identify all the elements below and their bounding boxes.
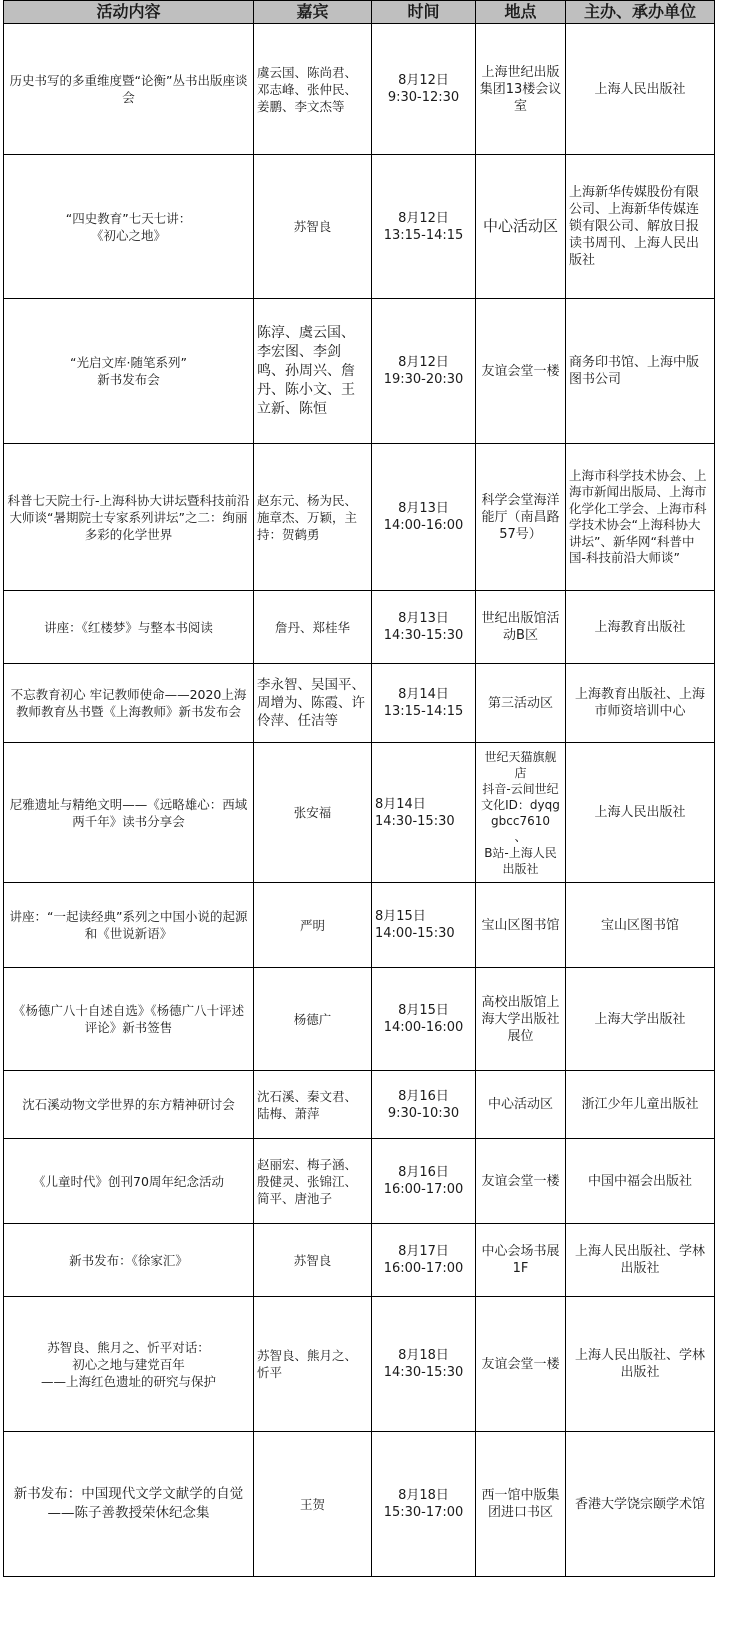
cell-organizer: 中国中福会出版社 (566, 1139, 715, 1224)
cell-guests: 赵丽宏、梅子涵、殷健灵、张锦江、简平、唐池子 (254, 1139, 372, 1224)
cell-guests: 李永智、吴国平、周增为、陈霞、许伶萍、任洁等 (254, 664, 372, 743)
cell-venue: 科学会堂海洋能厅（南昌路57号） (476, 444, 566, 591)
cell-activity: 尼雅遗址与精绝文明——《远略雄心：西域两千年》读书分享会 (4, 743, 254, 883)
table-row (4, 444, 715, 591)
table-row (4, 1432, 715, 1577)
cell-time: 8月13日 14:30-15:30 (372, 591, 476, 664)
event-schedule-table (3, 0, 715, 1577)
cell-activity: 苏智良、熊月之、忻平对话： 初心之地与建党百年 ——上海红色遗址的研究与保护 (4, 1297, 254, 1432)
cell-venue: 中心活动区 (476, 1071, 566, 1139)
cell-activity: 讲座：《红楼梦》与整本书阅读 (4, 591, 254, 664)
cell-time: 8月15日 14:00-15:30 (372, 883, 476, 968)
cell-time: 8月17日 16:00-17:00 (372, 1224, 476, 1297)
table-row (4, 883, 715, 968)
cell-time: 8月18日 14:30-15:30 (372, 1297, 476, 1432)
header-organizer: 主办、承办单位 (566, 1, 715, 24)
cell-activity: 新书发布：《徐家汇》 (4, 1224, 254, 1297)
cell-organizer: 商务印书馆、上海中版图书公司 (566, 299, 715, 444)
header-time: 时间 (372, 1, 476, 24)
cell-activity: 不忘教育初心 牢记教师使命——2020上海教师教育丛书暨《上海教师》新书发布会 (4, 664, 254, 743)
cell-venue: 第三活动区 (476, 664, 566, 743)
cell-venue: 宝山区图书馆 (476, 883, 566, 968)
cell-organizer: 浙江少年儿童出版社 (566, 1071, 715, 1139)
header-activity: 活动内容 (4, 1, 254, 24)
table-row (4, 155, 715, 299)
table-row (4, 24, 715, 155)
cell-activity: 新书发布：中国现代文学文献学的自觉——陈子善教授荣休纪念集 (4, 1432, 254, 1577)
cell-organizer: 上海人民出版社、学林出版社 (566, 1224, 715, 1297)
cell-activity: 《杨德广八十自述自选》《杨德广八十评述评论》新书签售 (4, 968, 254, 1071)
cell-venue: 高校出版馆上海大学出版社展位 (476, 968, 566, 1071)
table-row (4, 299, 715, 444)
cell-time: 8月14日 14:30-15:30 (372, 743, 476, 883)
cell-venue: 中心活动区 (476, 155, 566, 299)
cell-venue: 世纪天猫旗舰店 抖音-云间世纪文化ID：dyqggbcc7610 、 B站-上海人民出版社 (476, 743, 566, 883)
cell-guests: 王贺 (254, 1432, 372, 1577)
table-row (4, 1297, 715, 1432)
table-row (4, 591, 715, 664)
table-row (4, 1071, 715, 1139)
cell-guests: 苏智良 (254, 1224, 372, 1297)
cell-venue: 世纪出版馆活动B区 (476, 591, 566, 664)
cell-activity: 历史书写的多重维度暨“论衡”丛书出版座谈会 (4, 24, 254, 155)
cell-time: 8月18日 15:30-17:00 (372, 1432, 476, 1577)
cell-venue: 友谊会堂一楼 (476, 299, 566, 444)
cell-activity: “四史教育”七天七讲： 《初心之地》 (4, 155, 254, 299)
table-row (4, 743, 715, 883)
cell-venue: 上海世纪出版集团13楼会议室 (476, 24, 566, 155)
cell-guests: 苏智良、熊月之、忻平 (254, 1297, 372, 1432)
cell-guests: 虞云国、陈尚君、邓志峰、张仲民、姜鹏、李文杰等 (254, 24, 372, 155)
cell-organizer: 上海人民出版社 (566, 24, 715, 155)
cell-guests: 张安福 (254, 743, 372, 883)
cell-activity: 沈石溪动物文学世界的东方精神研讨会 (4, 1071, 254, 1139)
table-row (4, 1224, 715, 1297)
cell-guests: 杨德广 (254, 968, 372, 1071)
cell-organizer: 上海人民出版社、学林出版社 (566, 1297, 715, 1432)
cell-organizer: 上海教育出版社 (566, 591, 715, 664)
cell-time: 8月16日 9:30-10:30 (372, 1071, 476, 1139)
cell-venue: 友谊会堂一楼 (476, 1139, 566, 1224)
cell-time: 8月12日 9:30-12:30 (372, 24, 476, 155)
table-row (4, 968, 715, 1071)
table-row (4, 1139, 715, 1224)
header-venue: 地点 (476, 1, 566, 24)
table-row (4, 664, 715, 743)
cell-time: 8月13日 14:00-16:00 (372, 444, 476, 591)
cell-activity: 科普七天院士行-上海科协大讲坛暨科技前沿大师谈“暑期院士专家系列讲坛”之二：绚丽多彩的化学世界 (4, 444, 254, 591)
cell-guests: 陈淳、虞云国、李宏图、李剑鸣、孙周兴、詹丹、陈小文、王立新、陈恒 (254, 299, 372, 444)
cell-guests: 严明 (254, 883, 372, 968)
header-guests: 嘉宾 (254, 1, 372, 24)
cell-venue: 中心会场书展1F (476, 1224, 566, 1297)
cell-activity: 讲座：“一起读经典”系列之中国小说的起源和《世说新语》 (4, 883, 254, 968)
cell-time: 8月15日 14:00-16:00 (372, 968, 476, 1071)
cell-organizer: 上海人民出版社 (566, 743, 715, 883)
cell-guests: 赵东元、杨为民、施章杰、万颖，主持：贺鹤勇 (254, 444, 372, 591)
cell-organizer: 上海大学出版社 (566, 968, 715, 1071)
cell-guests: 苏智良 (254, 155, 372, 299)
cell-time: 8月12日 19:30-20:30 (372, 299, 476, 444)
cell-organizer: 香港大学饶宗颐学术馆 (566, 1432, 715, 1577)
cell-organizer: 上海新华传媒股份有限公司、上海新华传媒连锁有限公司、解放日报读书周刊、上海人民出版社 (566, 155, 715, 299)
cell-venue: 西一馆中版集团进口书区 (476, 1432, 566, 1577)
table-header-row (4, 1, 715, 24)
cell-guests: 詹丹、郑桂华 (254, 591, 372, 664)
cell-activity: “光启文库·随笔系列” 新书发布会 (4, 299, 254, 444)
cell-guests: 沈石溪、秦文君、陆梅、萧萍 (254, 1071, 372, 1139)
cell-activity: 《儿童时代》创刊70周年纪念活动 (4, 1139, 254, 1224)
cell-organizer: 宝山区图书馆 (566, 883, 715, 968)
cell-venue: 友谊会堂一楼 (476, 1297, 566, 1432)
cell-time: 8月16日 16:00-17:00 (372, 1139, 476, 1224)
cell-organizer: 上海教育出版社、上海市师资培训中心 (566, 664, 715, 743)
cell-time: 8月14日 13:15-14:15 (372, 664, 476, 743)
cell-time: 8月12日 13:15-14:15 (372, 155, 476, 299)
cell-organizer: 上海市科学技术协会、上海市新闻出版局、上海市化学化工学会、上海市科学技术协会“上海科协大讲坛”、新华网“科普中国-科技前沿大师谈” (566, 444, 715, 591)
